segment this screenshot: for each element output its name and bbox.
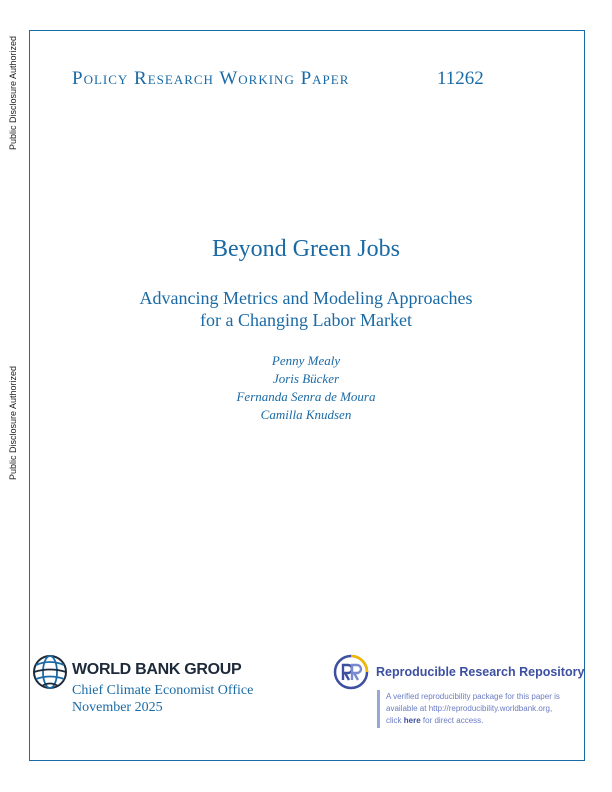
author-name: Fernanda Senra de Moura — [236, 389, 376, 404]
repository-note-line — [386, 715, 560, 727]
publisher-office: Chief Climate Economist Office — [72, 683, 254, 698]
disclosure-label-top: Public Disclosure Authorized — [8, 35, 18, 150]
paper-subtitle-line-2: for a Changing Labor Market — [200, 310, 412, 330]
author-list — [0, 352, 612, 424]
rr-logo-icon — [333, 654, 369, 690]
repository-note-text: click — [386, 716, 404, 725]
publication-date: November 2025 — [72, 700, 163, 715]
author-name: Joris Bücker — [272, 371, 340, 386]
paper-title: Beyond Green Jobs — [212, 236, 400, 262]
paper-number: 11262 — [437, 68, 484, 89]
disclosure-label-middle: Public Disclosure Authorized — [8, 365, 18, 480]
publisher-name: WORLD BANK GROUP — [72, 661, 242, 678]
repository-link[interactable]: here — [403, 716, 421, 725]
repository-note-line: A verified reproducibility package for this paper is — [386, 692, 560, 701]
author-name: Penny Mealy — [271, 353, 341, 368]
repository-note-line: available at http://reproducibility.worldbank.org, — [386, 704, 553, 713]
repository-name: Reproducible Research Repository — [376, 665, 585, 679]
author-name: Camilla Knudsen — [260, 407, 352, 422]
repository-divider — [377, 690, 380, 728]
repository-note — [386, 691, 560, 727]
globe-icon — [32, 654, 68, 690]
repository-note-text: for direct access. — [420, 716, 484, 725]
series-title: Policy Research Working Paper — [72, 68, 350, 89]
paper-subtitle-line-1: Advancing Metrics and Modeling Approaches — [139, 288, 473, 308]
